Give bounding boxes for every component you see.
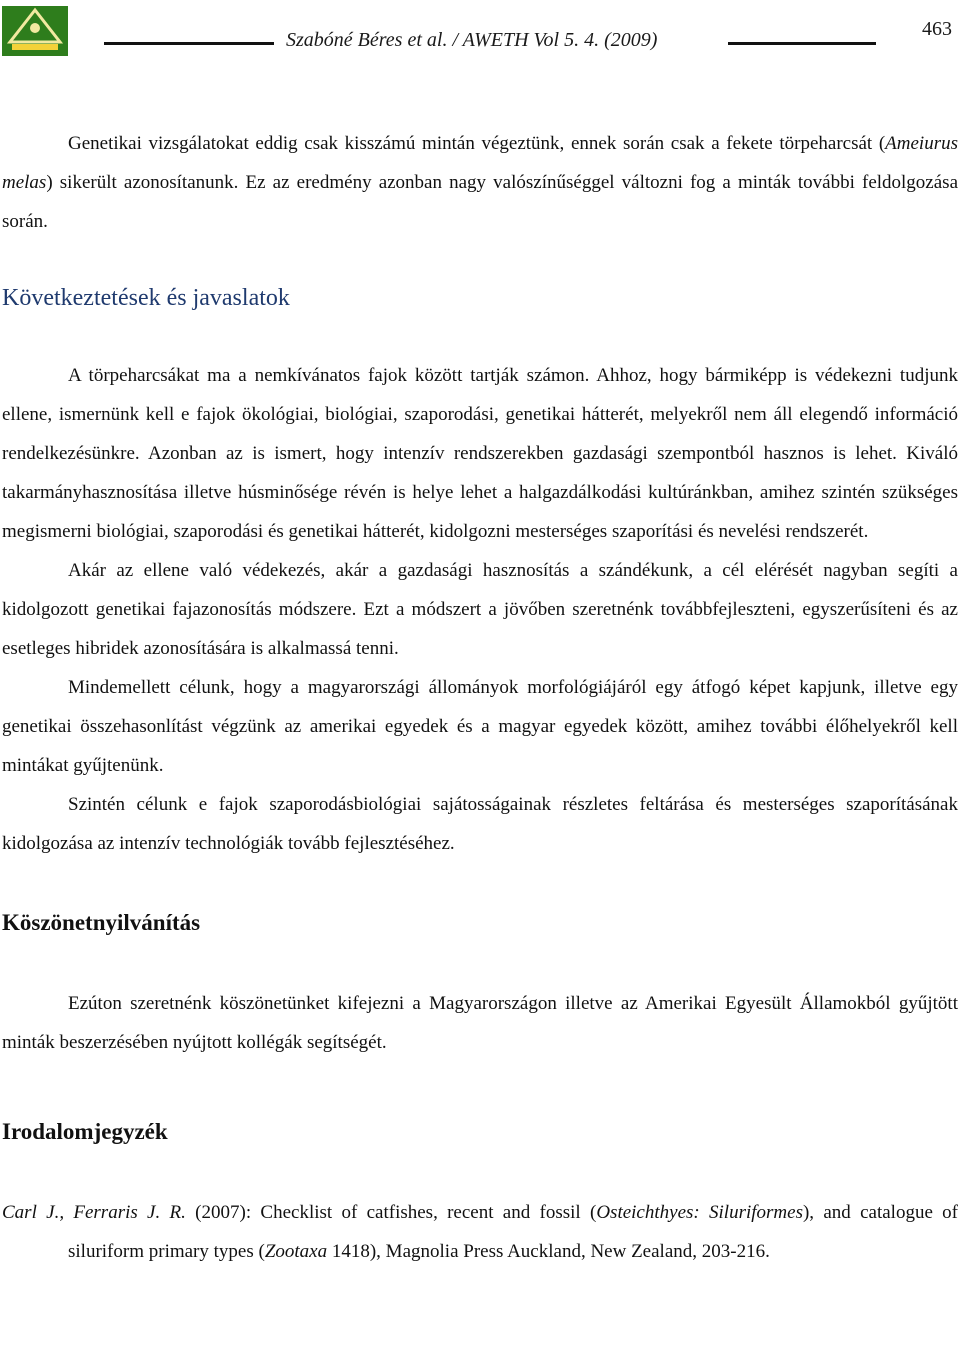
header-rule-left (104, 42, 274, 45)
paragraph-genetic-results: Genetikai vizsgálatokat eddig csak kisszámú mintán végeztünk, ennek során csak a fekete törpeharcsát (Ameiurus melas) sikerült azonosítanunk. Ez az eredmény azonban nagy valószínűséggel változni fog a minták további feldolgozása során. (2, 133, 958, 232)
page-body (2, 124, 958, 1271)
paragraph-morphology-goal: Mindemellett célunk, hogy a magyarországi állományok morfológiájáról egy átfogó képet kapjunk, illetve egy genetikai összehasonlítást végzünk az amerikai egyedek és a magyar egyedek között, amihez további élőhelyekről kell mintákat gyűjtenünk. (2, 677, 958, 776)
page-number: 463 (922, 18, 952, 40)
header-rule-right (728, 42, 876, 45)
journal-logo (2, 6, 68, 56)
paragraph-acknowledgements: Ezúton szeretnénk köszönetünket kifejezni a Magyarországon illetve az Amerikai Egyesült Államokból gyűjtött minták beszerzésében nyújtott kollégák segítségét. (2, 993, 958, 1053)
paragraph-reproduction-goal: Szintén célunk e fajok szaporodásbiológiai sajátosságainak részletes feltárása és mesterséges szaporításának kidolgozása az intenzív technológiák tovább fejlesztéséhez. (2, 794, 958, 854)
section-heading-acknowledgements: Köszönetnyilvánítás (2, 910, 201, 935)
reference-authors: Carl J., Ferraris J. R. (2, 1202, 186, 1223)
section-heading-references: Irodalomjegyzék (2, 1119, 168, 1144)
running-head: Szabóné Béres et al. / AWETH Vol 5. 4. (2009) (286, 29, 658, 51)
paragraph-method-goal: Akár az ellene való védekezés, akár a gazdasági hasznosítás a szándékunk, a cél elérését nagyban segíti a kidolgozott genetikai fajazonosítás módszere. Ezt a módszert a jövőben szeretnénk továbbfejleszteni, egyszerűsíteni és az esetleges hibridek azonosítására is alkalmassá tenni. (2, 560, 958, 659)
paragraph-conclusions: A törpeharcsákat ma a nemkívánatos fajok között tartják számon. Ahhoz, hogy bármiképp is védekezni tudjunk ellene, ismernünk kell e fajok ökológiai, biológiai, szaporodási, genetikai hátterét, melyekről nem áll elegendő információ rendelkezésünkre. Azonban az is ismert, hogy intenzív rendszerekben gazdasági szempontból hasznos is lehet. Kiváló takarmányhasznosítása illetve húsminősége révén is helye lehet a halgazdálkodási kultúránkban, amihez szintén szükséges megismerni biológiai, szaporodási és genetikai hátterét, kidolgozni mesterséges szaporítási és nevelési rendszerét. (2, 365, 958, 542)
reference-entry: Carl J., Ferraris J. R. (2007): Checklist of catfishes, recent and fossil (Osteichthyes: Siluriformes), and catalogue of siluriform primary types (Zootaxa 1418), Magnolia Press Auckland, New Zealand, 203-216. (2, 1202, 958, 1262)
section-heading-conclusions: Következtetések és javaslatok (2, 285, 290, 311)
